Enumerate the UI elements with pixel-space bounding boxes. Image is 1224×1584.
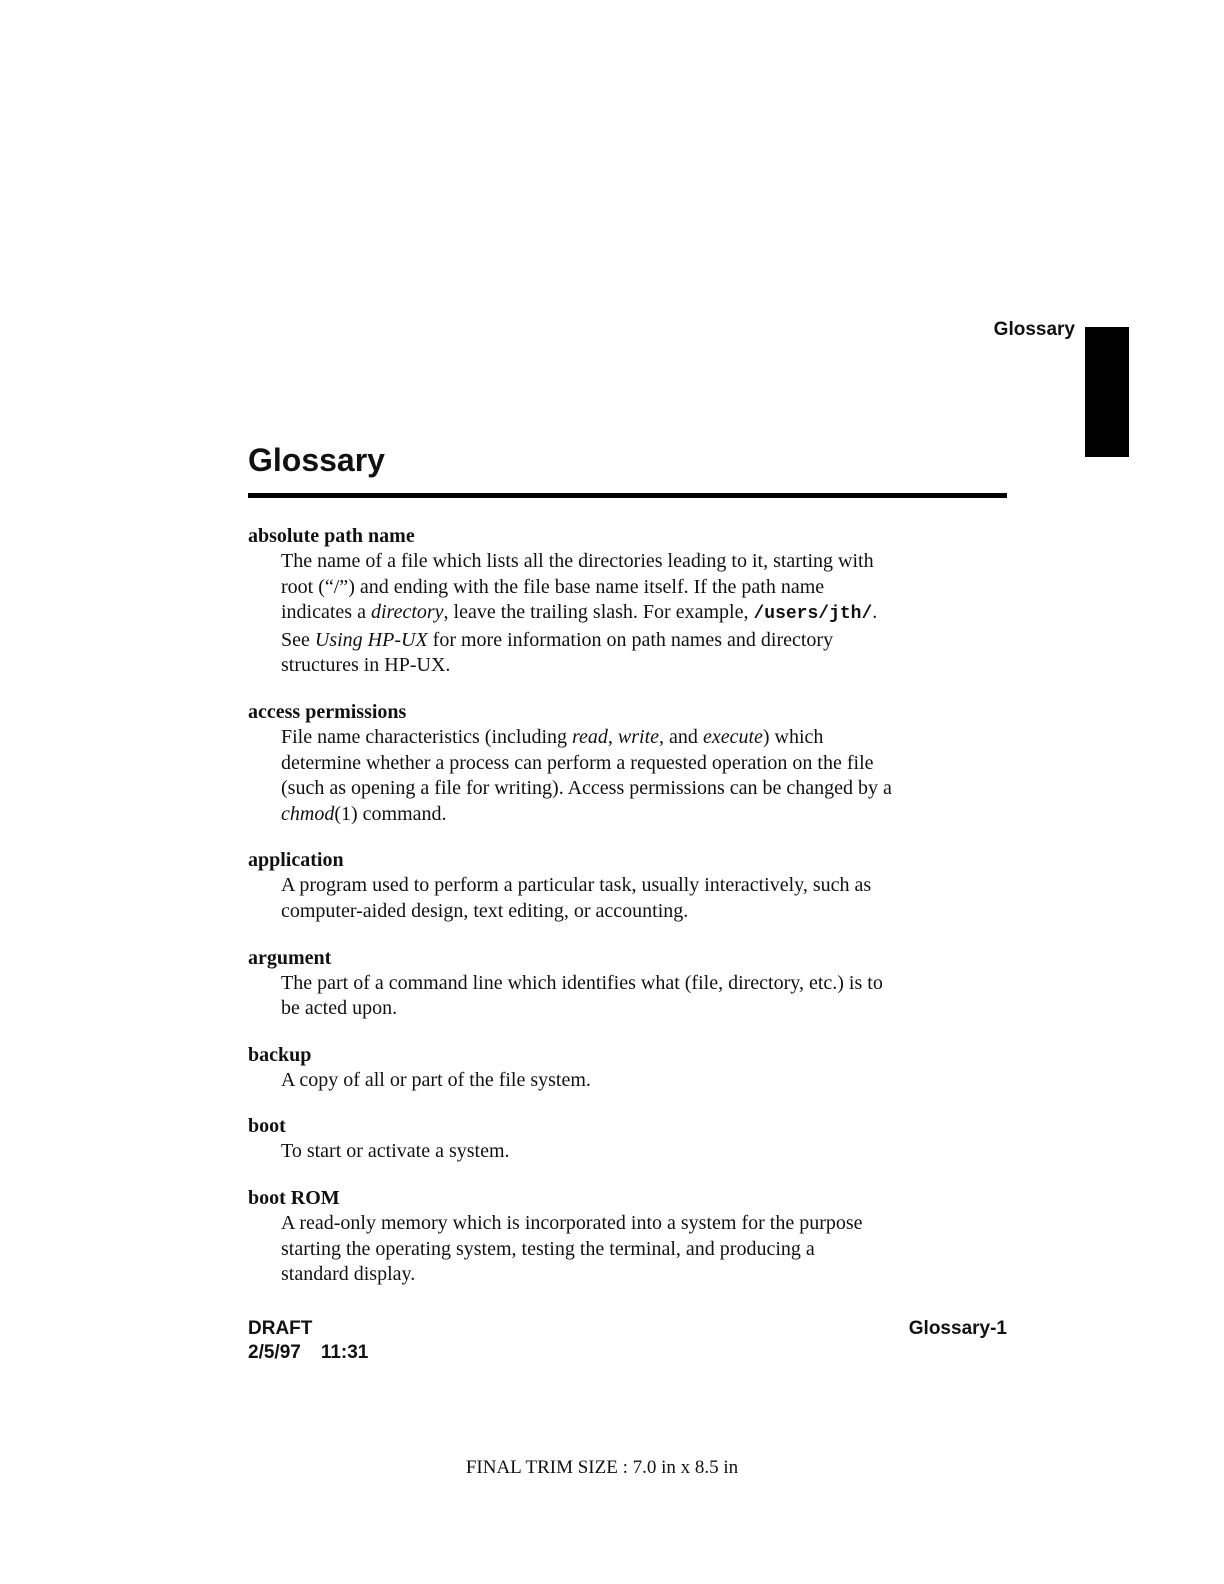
definition-text: determine whether a process can perform a requested operation on the file	[281, 751, 874, 774]
definition-text: starting the operating system, testing the terminal, and producing a	[281, 1237, 815, 1260]
definition-text: File name characteristics (including	[281, 725, 573, 748]
footer-datetime	[248, 1341, 368, 1365]
glossary-list	[248, 523, 1018, 1308]
definition-line	[281, 1139, 1018, 1165]
glossary-term: absolute path name	[248, 525, 415, 547]
definition-line	[281, 575, 1018, 601]
footer-draft-stamp	[248, 1317, 368, 1365]
glossary-entry	[248, 1185, 1018, 1288]
definition-text: standard display.	[281, 1263, 416, 1286]
definition-line	[281, 653, 1018, 679]
definition-text: A read-only memory which is incorporated into a system for the purpose	[281, 1211, 863, 1234]
definition-line	[281, 1211, 1018, 1237]
definition-line	[281, 776, 1018, 802]
glossary-term: access permissions	[248, 700, 407, 723]
glossary-term: boot ROM	[248, 1186, 340, 1209]
emphasized-text: Using HP-UX	[314, 628, 428, 651]
emphasized-text: directory	[370, 601, 444, 624]
definition-text: .	[872, 601, 878, 624]
glossary-definition	[281, 1211, 1018, 1288]
glossary-entry	[248, 1113, 1018, 1165]
glossary-term: argument	[248, 946, 332, 969]
definition-text: (such as opening a file for writing). Access permissions can be changed by a	[281, 777, 892, 800]
definition-text: root (“/”) and ending with the file base name itself. If the path name	[281, 575, 825, 598]
footer-page-number: Glossary-1	[908, 1318, 1007, 1339]
definition-line	[281, 873, 1018, 899]
definition-line	[281, 549, 1018, 575]
page-title: Glossary	[248, 442, 385, 478]
glossary-entry	[248, 523, 1018, 679]
definition-text: ) which	[762, 725, 824, 748]
definition-text: The part of a command line which identifies what (file, directory, etc.) is to	[281, 971, 883, 994]
definition-text: be acted upon.	[281, 997, 398, 1020]
glossary-entry	[248, 945, 1018, 1022]
definition-line	[281, 971, 1018, 997]
glossary-definition	[281, 1139, 1018, 1165]
path-example: /users/jth/	[753, 604, 873, 625]
definition-line	[281, 1262, 1018, 1288]
title-rule	[248, 493, 1007, 498]
definition-line	[281, 1068, 1018, 1094]
definition-line	[281, 802, 1018, 828]
footer-date: 2/5/97	[248, 1342, 301, 1363]
glossary-definition	[281, 549, 1018, 679]
definition-text: structures in HP-UX.	[281, 654, 451, 677]
definition-text: for more information on path names and directory	[427, 628, 834, 651]
definition-line	[281, 628, 1018, 654]
glossary-definition	[281, 725, 1018, 827]
definition-text: , and	[659, 725, 703, 748]
glossary-entry	[248, 1042, 1018, 1094]
definition-line	[281, 996, 1018, 1022]
glossary-term: backup	[248, 1043, 312, 1066]
definition-text: indicates a	[281, 601, 371, 624]
definition-text: , leave the trailing slash. For example,	[443, 601, 754, 624]
emphasized-text: read, write	[572, 725, 660, 748]
definition-line	[281, 1237, 1018, 1263]
definition-line	[281, 600, 1018, 628]
definition-text: A program used to perform a particular task, usually interactively, such as	[281, 874, 872, 897]
trim-size-note: FINAL TRIM SIZE : 7.0 in x 8.5 in	[465, 1457, 739, 1478]
definition-text: (1) command.	[334, 802, 447, 825]
glossary-term: application	[248, 849, 344, 872]
footer-time: 11:31	[320, 1342, 369, 1363]
emphasized-text: chmod	[281, 802, 335, 825]
definition-text: A copy of all or part of the file system.	[281, 1068, 591, 1091]
definition-text: To start or activate a system.	[281, 1140, 510, 1163]
glossary-term: boot	[248, 1115, 286, 1138]
running-head: Glossary	[993, 319, 1075, 340]
emphasized-text: execute	[702, 725, 763, 748]
definition-line	[281, 725, 1018, 751]
definition-text: The name of a file which lists all the directories leading to it, starting with	[281, 550, 874, 572]
definition-line	[281, 751, 1018, 777]
definition-line	[281, 899, 1018, 925]
thumb-tab-marker	[1085, 327, 1129, 457]
footer-status: DRAFT	[248, 1318, 313, 1339]
definition-text: computer-aided design, text editing, or accounting.	[281, 899, 689, 922]
glossary-definition	[281, 971, 1018, 1022]
glossary-entry	[248, 847, 1018, 924]
glossary-definition	[281, 1068, 1018, 1094]
glossary-entry	[248, 699, 1018, 827]
glossary-definition	[281, 873, 1018, 924]
definition-text: See	[281, 628, 315, 651]
